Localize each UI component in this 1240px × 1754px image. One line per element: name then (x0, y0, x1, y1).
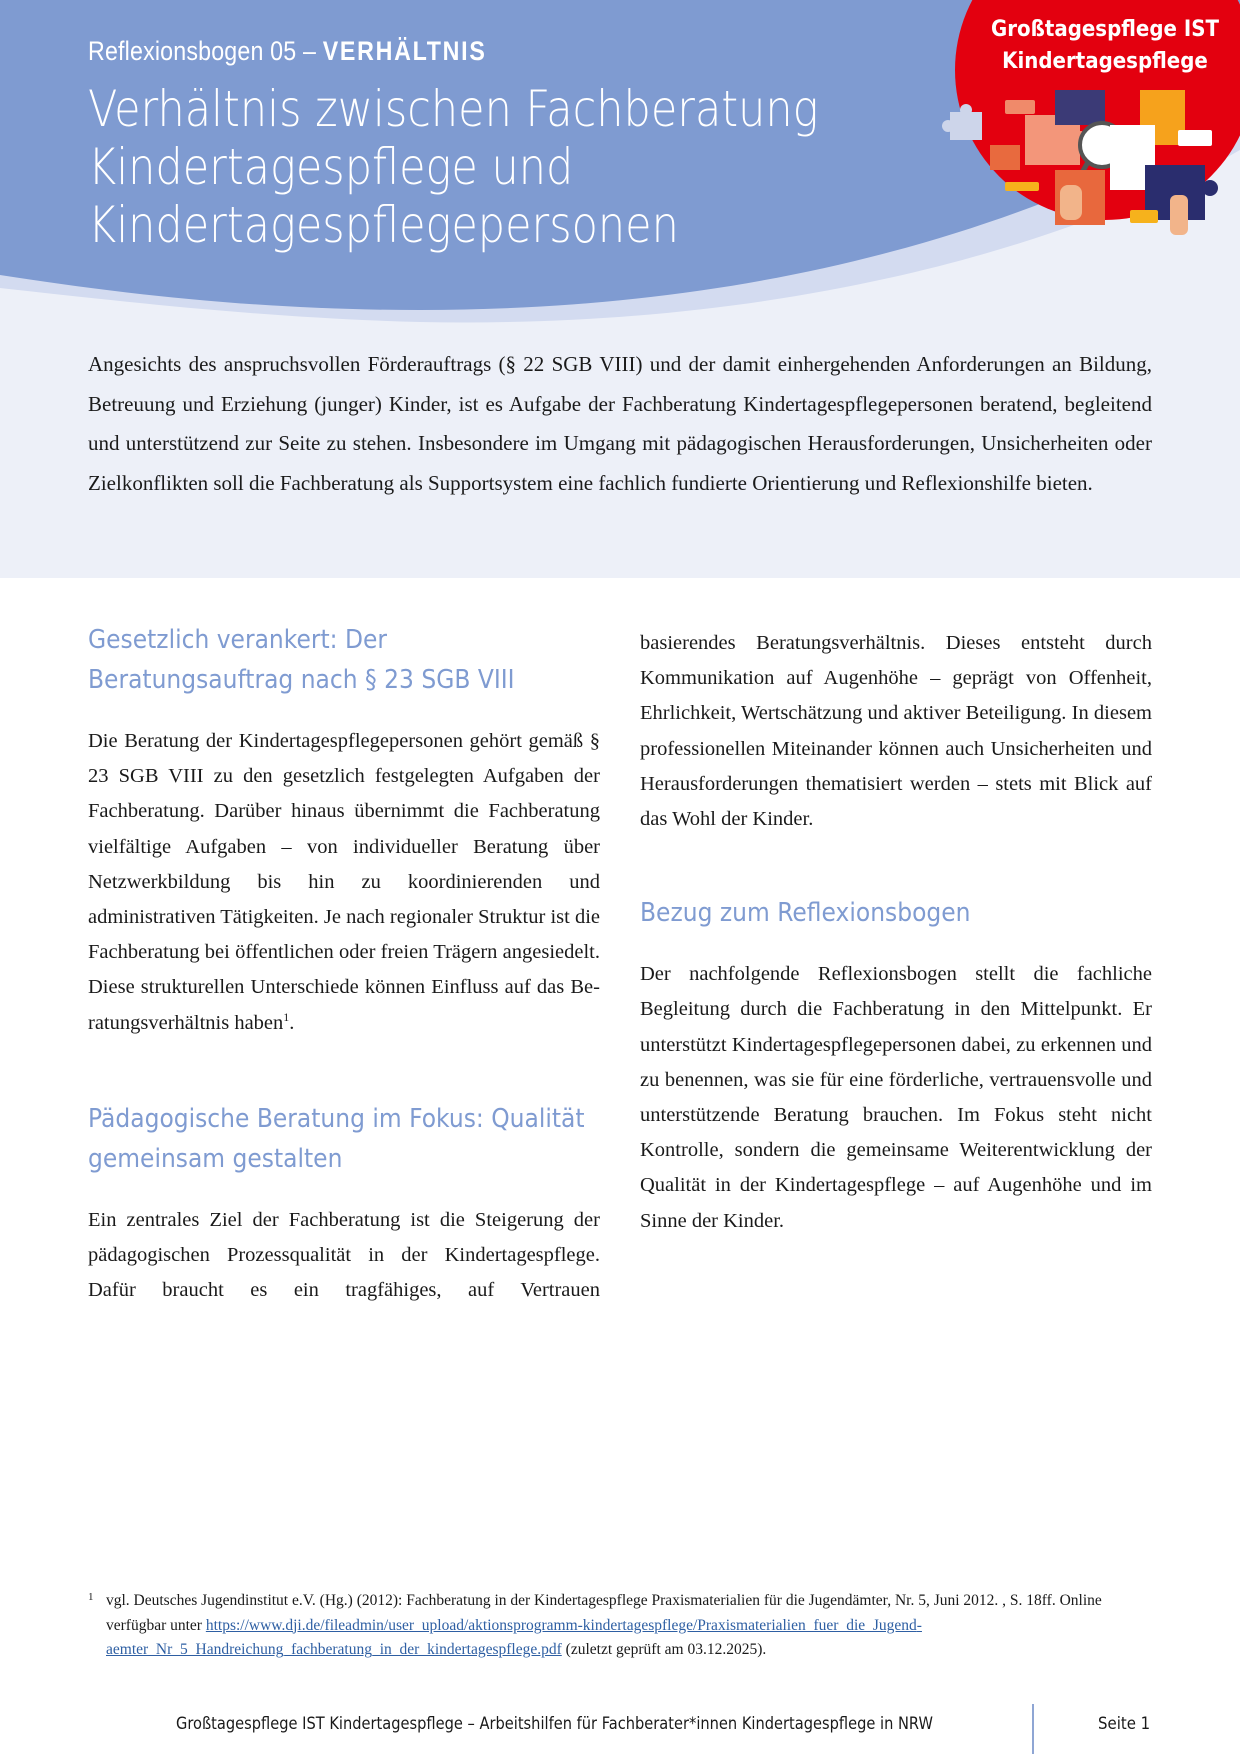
footnote-mark: 1 (88, 1591, 94, 1603)
footnote (88, 1589, 1138, 1663)
right-column (640, 626, 1152, 1239)
intro-paragraph: Angesichts des anspruchsvollen Förderauftrags (§ 22 SGB VIII) und der damit einhergehenden Anforderungen an Bildung, Betreuung und Erziehung (junger) Kinder, ist es Aufgabe der Fachberatung Kindertagespflegepersonen beratend, begleitend und unterstützend zur Seite zu stehen. Insbesondere im Umgang mit pädagogischen Herausforderungen, Unsicherheiten oder Zielkonflikten soll die Fachberatung als Supportsystem eine fachlich fundierte Orientierung und Reflexionshilfe bieten. (88, 352, 1152, 495)
subtitle-prefix: Reflexionsbogen 05 – (88, 36, 317, 66)
section-body-worksheet-reference: Der nachfolgende Reflexionsbogen stellt die fachliche Begleitung durch die Fachberatung in den Mittelpunkt. Er unterstützt Kindertagespflegepersonen dabei, zu erkennen und zu benennen, was sie für eine förderliche, vertrauensvolle und unterstützende Beratung brauchen. Im Fokus steht nicht Kontrolle, sondern die gemeinsame Weiterentwicklung der Qualität in der Kindertagespflege – auf Augenhöhe und im Sinne der Kinder. (640, 963, 1152, 1232)
section-heading-pedagogical-focus: Pädagogische Beratung im Fokus: Qualität gemeinsam gestalten (88, 1103, 585, 1174)
footer-title: Großtagespflege IST Kindertagespflege – Arbeitshilfen für Fachberater*innen Kindertagespflege in NRW (176, 1714, 933, 1734)
section-body-pedagogical-focus: Ein zentrales Ziel der Fachberatung ist die Steigerung der pädagogischen Prozessqualität in der Kindertagespflege. Dafür braucht es ein tragfähiges, auf Vertrauen (88, 1208, 600, 1302)
footer-divider (1032, 1704, 1034, 1754)
puzzle-illustration-icon (930, 70, 1220, 240)
left-column (88, 620, 600, 1308)
logo-text (970, 14, 1240, 78)
section-body-legal-mandate: Die Beratung der Kindertagespflegepersonen gehört gemäß § 23 SGB VIII zu den gesetzlich festgelegten Aufgaben der Fachberatung. Darüber hinaus übernimmt die Fachberatung vielfältige Aufgaben – von individueller Beratung über Netzwerkbildung bis hin zu koordinierenden und administrativen Tätigkeiten. Je nach regionaler Struktur ist die Fachberatung bei öffentlichen oder freien Trägern angesiedelt. Diese strukturellen Unterschiede können Einfluss auf das Beratungsverhältnis haben$^1$. (88, 730, 600, 1034)
section-body-pedagogical-focus-continued: basierendes Beratungsverhältnis. Dieses entsteht durch Kommunikation auf Augenhöhe – geprägt von Offenheit, Ehrlichkeit, Wertschätzung und aktiver Beteiligung. In diesem professionellen Miteinander können auch Unsicherheiten und Herausforderungen thematisiert werden – stets mit Blick auf das Wohl der Kinder. (640, 632, 1152, 831)
title-line: Kindertagespflegepersonen (88, 196, 679, 254)
worksheet-subtitle (88, 36, 487, 67)
section-heading-worksheet-reference: Bezug zum Reflexionsbogen (640, 898, 971, 929)
title-line: Kindertagespflege und (88, 138, 574, 196)
logo-line: Großtagespflege IST (991, 17, 1219, 42)
section-heading-legal-mandate: Gesetzlich verankert: Der Beratungsauftrag nach § 23 SGB VIII (88, 625, 515, 695)
footnote-reference[interactable]: 1 (283, 1009, 290, 1024)
program-logo (955, 0, 1240, 240)
footnote-text: vgl. Deutsches Jugendinstitut e.V. (Hg.) (2012): Fachberatung in der Kindertagespflege Praxismaterialien für die Jugendämter, Nr. 5, Juni 2012. , S. 18ff. Online verfügbar unter (106, 1592, 1102, 1634)
logo-line: Kindertagespflege (1002, 49, 1208, 74)
page-number: Seite 1 (1098, 1714, 1151, 1734)
footnote-link[interactable]: https://www.dji.de/fileadmin/user_upload/aktionsprogramm-kindertagespflege/Praxismaterialien_fuer_die_Jugendaemter_Nr_5_Handreichung_fachberatung_in_der_kindertagespflege.pdf (106, 1616, 922, 1658)
page-title (88, 80, 862, 254)
title-line: Verhältnis zwischen Fachberatung (88, 80, 819, 138)
subtitle-topic: VERHÄLTNIS (322, 36, 487, 66)
footnote-text-end: (zuletzt geprüft am 03.12.2025). (561, 1641, 767, 1658)
